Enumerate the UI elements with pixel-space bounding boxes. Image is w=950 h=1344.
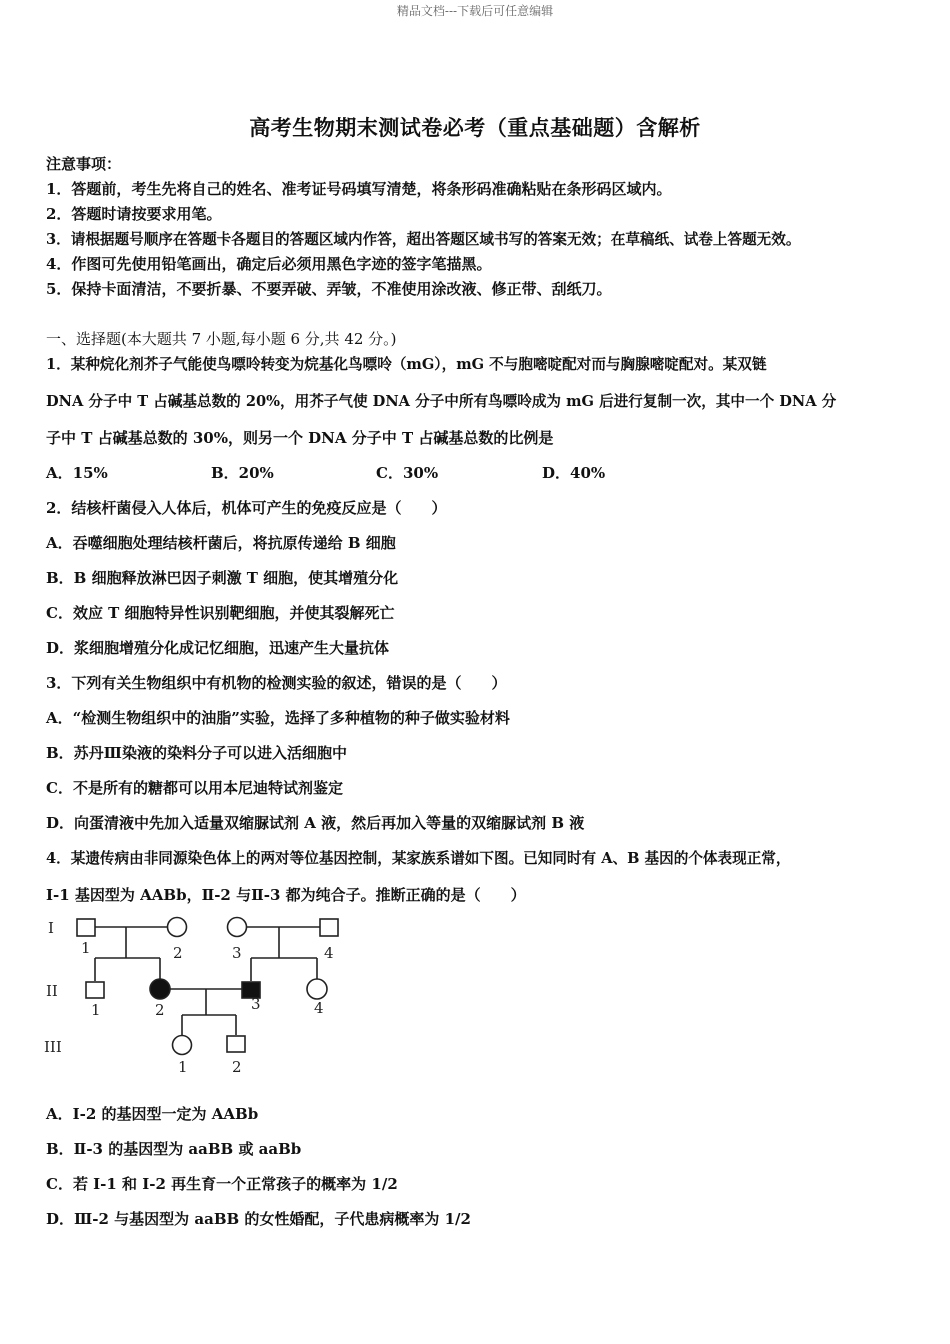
page-watermark: 精品文档---下载后可任意编辑 [396,4,554,18]
pedigree-chart [44,912,364,1082]
q1-stem-line: DNA 分子中 T 占碱基总数的 20%，用芥子气使 DNA 分子中所有鸟嘌呤成为 mG 后进行复制一次，其中一个 DNA 分 [46,393,837,410]
notice-item: 2．答题时请按要求用笔。 [46,205,222,223]
q1-stem-line: 1．某种烷化剂芥子气能使鸟嘌呤转变为烷基化鸟嘌呤（mG），mG 不与胞嘧啶配对而与胸腺嘧啶配对。某双链 [46,356,767,373]
individual-number: 3 [232,944,242,962]
individual-number: 2 [232,1058,242,1076]
q3-option-c[interactable]: C．不是所有的糖都可以用本尼迪特试剂鉴定 [46,779,343,797]
individual-number: 3 [251,995,261,1013]
individual-number: 1 [178,1058,188,1076]
q2-option-d[interactable]: D．浆细胞增殖分化成记忆细胞，迅速产生大量抗体 [46,639,390,657]
notice-item: 3．请根据题号顺序在答题卡各题目的答题区域内作答，超出答题区域书写的答案无效；在草稿纸、试卷上答题无效。 [46,231,801,248]
male-symbol [77,919,95,936]
notice-item: 5．保持卡面清洁，不要折暴、不要弄破、弄皱，不准使用涂改液、修正带、刮纸刀。 [46,280,612,298]
individual-number: 2 [173,944,183,962]
section-heading: 一、选择题(本大题共 7 小题,每小题 6 分,共 42 分。) [46,330,397,348]
q4-stem-line: I-1 基因型为 AABb，Ⅱ-2 与Ⅱ-3 都为纯合子。推断正确的是（ ） [46,886,526,904]
q4-option-a[interactable]: A．I-2 的基因型一定为 AABb [46,1105,259,1123]
q2-option-b[interactable]: B．B 细胞释放淋巴因子刺激 T 细胞，使其增殖分化 [46,569,399,587]
q2-stem: 2．结核杆菌侵入人体后，机体可产生的免疫反应是（ ） [46,499,447,517]
q1-options [46,462,646,482]
individual-number: 4 [324,944,334,962]
notice-item: 1．答题前，考生先将自己的姓名、准考证号码填写清楚，将条形码准确粘贴在条形码区域内。 [46,180,672,198]
q3-option-d[interactable]: D．向蛋清液中先加入适量双缩脲试剂 A 液，然后再加入等量的双缩脲试剂 B 液 [46,814,585,832]
q4-option-c[interactable]: C．若 I-1 和 I-2 再生育一个正常孩子的概率为 1/2 [46,1175,398,1193]
individual-number: 4 [314,999,324,1017]
page-title: 高考生物期末测试卷必考（重点基础题）含解析 [249,115,701,140]
q1-option-c[interactable]: C．30% [376,464,439,482]
female-symbol [173,1036,192,1055]
female-symbol [228,918,247,937]
q2-option-a[interactable]: A．吞噬细胞处理结核杆菌后，将抗原传递给 B 细胞 [46,534,396,552]
generation-label: I [48,919,54,937]
q1-option-b[interactable]: B．20% [211,464,274,482]
generation-label: II [46,982,58,1000]
q2-option-c[interactable]: C．效应 T 细胞特异性识别靶细胞，并使其裂解死亡 [46,604,395,622]
q3-stem: 3．下列有关生物组织中有机物的检测实验的叙述，错误的是（ ） [46,674,507,692]
notice-heading: 注意事项： [46,155,122,173]
affected-female-symbol [150,979,170,999]
male-symbol [86,982,104,998]
q4-stem-line: 4．某遗传病由非同源染色体上的两对等位基因控制，某家族系谱如下图。已知同时有 A、B 基因的个体表现正常， [46,850,791,867]
individual-number: 1 [81,939,91,957]
q4-option-d[interactable]: D．Ⅲ-2 与基因型为 aaBB 的女性婚配，子代患病概率为 1/2 [46,1210,471,1228]
generation-label: III [44,1038,62,1056]
individual-number: 2 [155,1001,165,1019]
q4-option-b[interactable]: B．Ⅱ-3 的基因型为 aaBB 或 aaBb [46,1140,302,1158]
notice-item: 4．作图可先使用铅笔画出，确定后必须用黑色字迹的签字笔描黑。 [46,255,492,273]
q1-stem-line: 子中 T 占碱基总数的 30%，则另一个 DNA 分子中 T 占碱基总数的比例是 [46,429,554,447]
q1-option-d[interactable]: D．40% [542,464,606,482]
individual-number: 1 [91,1001,101,1019]
q1-option-a[interactable]: A．15% [46,464,108,482]
q3-option-a[interactable]: A．“检测生物组织中的油脂”实验，选择了多种植物的种子做实验材料 [46,709,510,727]
female-symbol [168,918,187,937]
male-symbol [320,919,338,936]
female-symbol [307,979,327,999]
male-symbol [227,1036,245,1052]
q3-option-b[interactable]: B．苏丹Ⅲ染液的染料分子可以进入活细胞中 [46,744,347,762]
